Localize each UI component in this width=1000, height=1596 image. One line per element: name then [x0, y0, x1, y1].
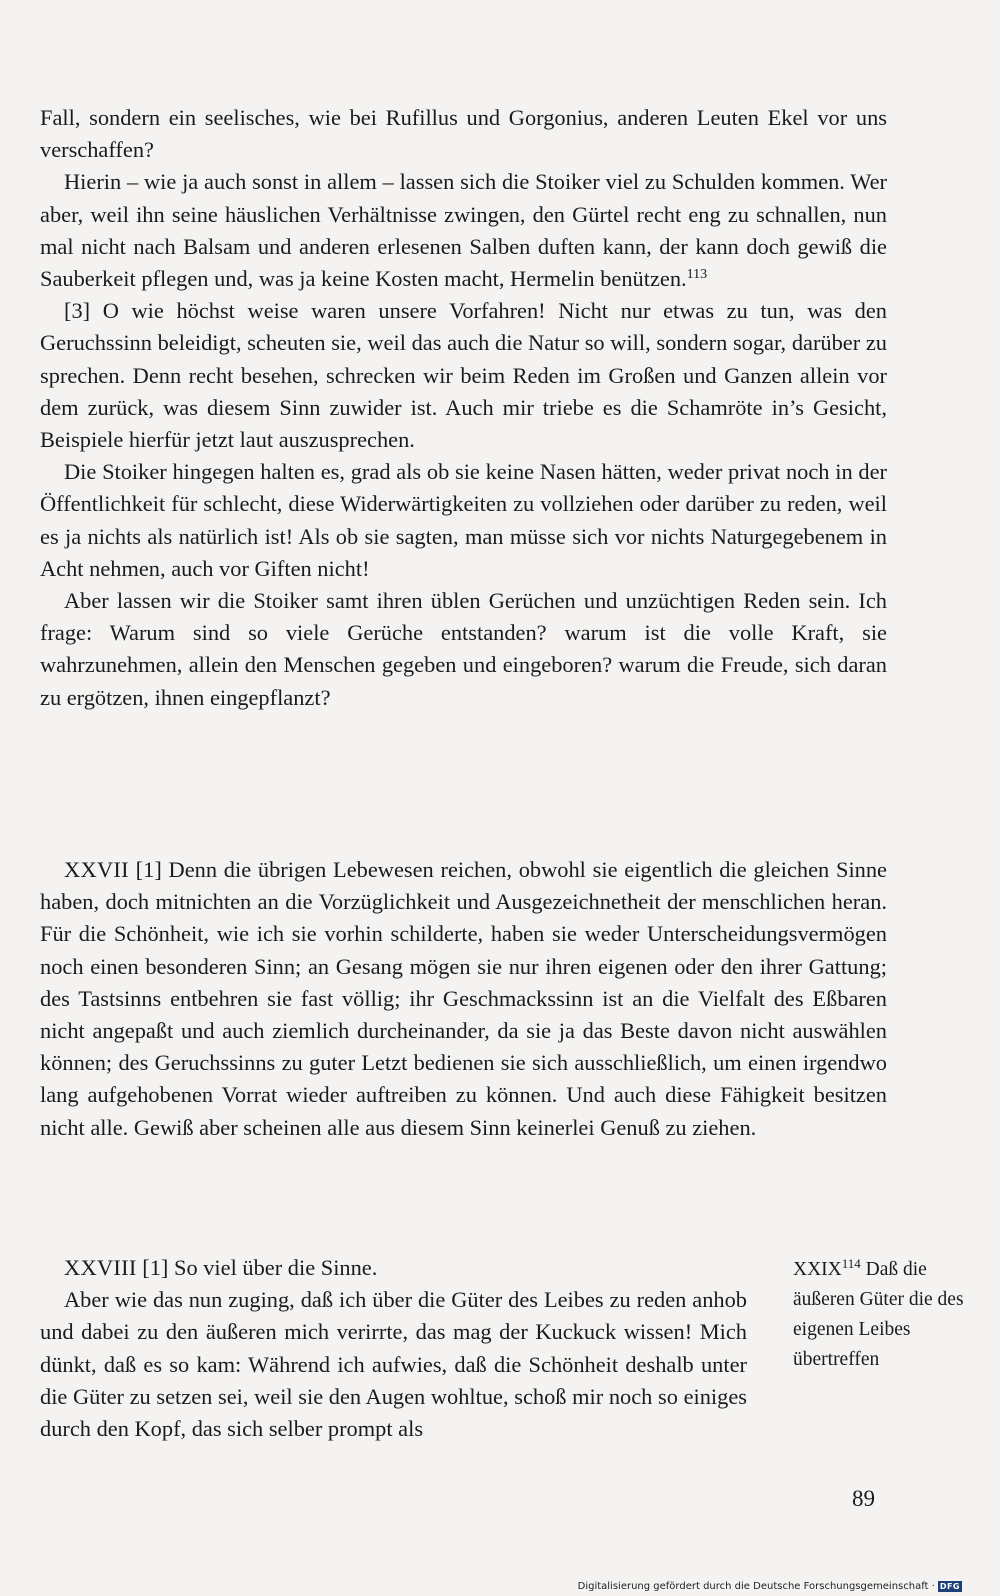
- page-number: 89: [852, 1486, 875, 1511]
- section-xxvii: [40, 854, 887, 1144]
- paragraph: Aber wie das nun zuging, daß ich über die Güter des Leibes zu reden anhob und dabei zu den äußeren mich verirrte, das mag der Kuckuck wissen! Mich dünkt, daß es so kam: Während ich aufwies, daß die Schönheit deshalb unter die Güter zu setzen sei, weil sie den Augen wohltue, schoß mir noch so einiges durch den Kopf, das sich selber prompt als: [40, 1284, 887, 1445]
- paragraph: XXVII [1] Denn die übrigen Lebewesen reichen, obwohl sie eigentlich die gleichen Sinne haben, doch mitnichten an die Vorzüglichkeit und Ausgezeichnetheit der menschlichen heran. Für die Schönheit, wie ich sie vorhin schilderte, haben sie weder Unterscheidungsvermögen noch einen besonderen Sinn; an Gesang mögen sie nur ihren eigenen oder den ihrer Gattung; des Tastsinns entbehren sie fast völlig; ihr Geschmackssinn ist an die Vielfalt des Eßbaren nicht angepaßt und auch ziemlich durcheinander, da sie ja das Beste davon nicht auswählen können; des Geruchssinns zu guter Letzt bedienen sie sich ausschließlich, um einen irgendwo lang aufgehobenen Vorrat wieder auftreiben zu können. Und auch diese Fähigkeit besitzen nicht alle. Gewiß aber scheinen alle aus diesem Sinn keinerlei Genuß zu ziehen.: [40, 857, 887, 1140]
- footnote-marker[interactable]: 113: [686, 267, 708, 283]
- paragraph: [3] O wie höchst weise waren unsere Vorfahren! Nicht nur etwas zu tun, was den Geruchssinn beleidigt, scheuten sie, weil das auch die Natur so will, sondern sogar, darüber zu sprechen. Denn recht besehen, schrecken wir beim Reden im Großen und Ganzen allein vor dem zurück, was diesem Sinn zuwider ist. Auch mir triebe es die Schamröte in’s Gesicht, Beispiele hierfür jetzt laut auszusprechen.: [40, 298, 887, 453]
- section-number: XXVII: [64, 857, 129, 882]
- section-xxviii: [40, 1252, 887, 1445]
- margin-note: XXIX$^{114}$ Daß die äußeren Güter die des eigenen Leibes übertreffen: [793, 1256, 964, 1370]
- footer-credit: [578, 1581, 962, 1592]
- text-block-top: [40, 102, 887, 714]
- section-number: XXVIII: [64, 1255, 137, 1280]
- footnote-marker[interactable]: 114: [841, 1256, 861, 1271]
- paragraph: Die Stoiker hingegen halten es, grad als ob sie keine Nasen hätten, weder privat noch in der Öffentlichkeit für schlecht, diese Widerwärtigkeiten zu vollziehen oder darüber zu reden, weil es ja nichts als natürlich ist! Als ob sie sagten, man müsse sich vor nichts Naturgegebenem in Acht nehmen, auch vor Giften nicht!: [40, 459, 887, 581]
- paragraph: Fall, sondern ein seelisches, wie bei Rufillus und Gorgonius, anderen Leuten Ekel vor uns verschaffen?: [40, 105, 887, 163]
- credit-text: Digitalisierung gefördert durch die Deutsche Forschungsgemeinschaft ·: [577, 1581, 935, 1592]
- dfg-logo: DFG: [939, 1582, 960, 1591]
- paragraph: Hierin – wie ja auch sonst in allem – lassen sich die Stoiker viel zu Schulden kommen. Wer aber, weil ihn seine häuslichen Verhältnisse zwingen, den Gürtel recht eng zu schnallen, nun mal nicht nach Balsam und anderen erlesenen Salben duften kann, der kann doch gewiß die Sauberkeit pflegen und, was ja keine Kosten macht, Hermelin benützen.$^{113}$: [40, 169, 887, 292]
- side-note-number: XXIX: [793, 1259, 842, 1280]
- paragraph: XXVIII [1] So viel über die Sinne.: [64, 1255, 378, 1280]
- paragraph: Aber lassen wir die Stoiker samt ihren üblen Gerüchen und unzüchtigen Reden sein. Ich frage: Warum sind so viele Gerüche entstanden? warum ist die volle Kraft, sie wahrzunehmen, allein den Menschen gegeben und eingeboren? warum die Freude, sich daran zu ergötzen, ihnen eingepflanzt?: [40, 588, 887, 710]
